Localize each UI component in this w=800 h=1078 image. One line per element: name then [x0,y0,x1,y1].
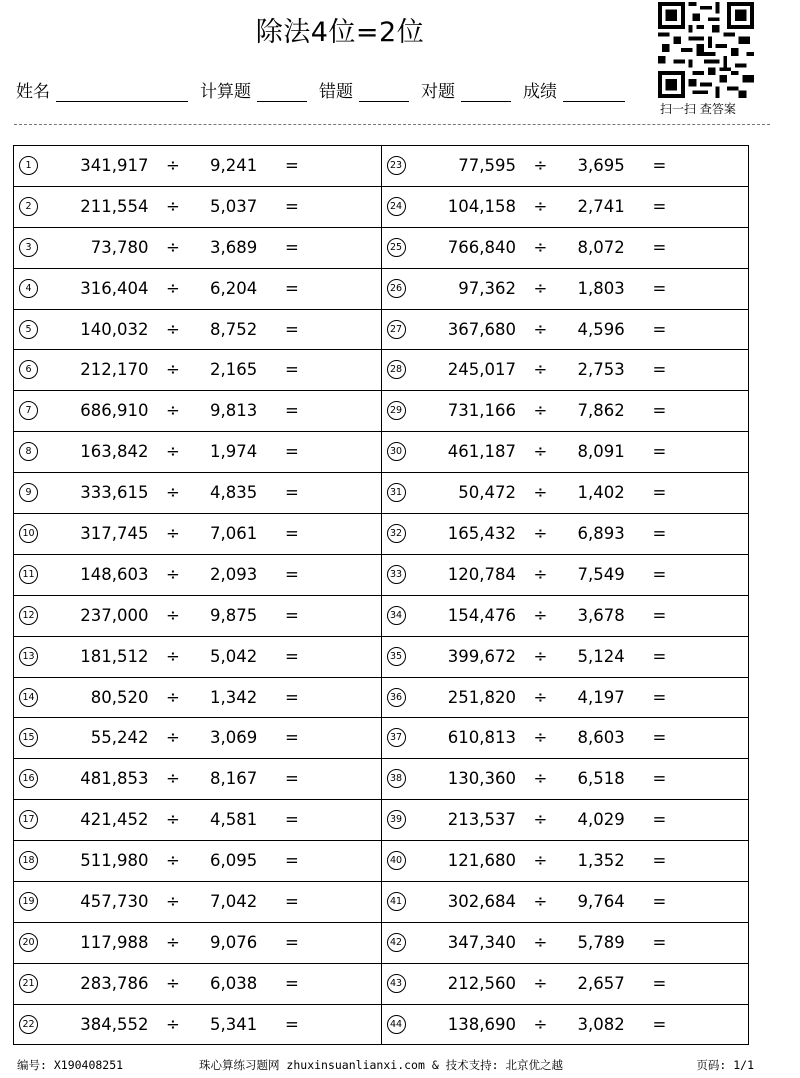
problem-row [382,596,749,637]
divide-sign: ÷ [533,728,548,748]
dividend: 117,988 [80,932,149,952]
problem-number: 22 [19,1015,38,1034]
dividend: 461,187 [447,442,516,462]
problem-row [382,391,749,432]
divisor: 3,082 [577,1014,625,1034]
equals-sign: = [652,156,667,175]
equals-sign: = [285,319,299,339]
dividend: 283,786 [80,973,149,993]
dividend: 511,980 [80,851,149,871]
equals-sign: = [652,1014,667,1034]
dividend: 213,537 [447,810,516,830]
equals-sign: = [652,524,667,544]
equals-sign: = [652,769,667,789]
divide-sign: ÷ [533,278,548,298]
divide-sign: ÷ [166,851,180,871]
dividend: 130,360 [447,769,516,789]
problem-number: 24 [387,197,406,216]
footer-site: 珠心算练习题网 zhuxinsuanlianxi.com & 技术支持: 北京优之越 [199,1058,564,1072]
equals-sign: = [652,892,667,912]
problem-number: 43 [387,974,406,993]
problem-row [382,882,749,923]
equals-sign: = [285,401,299,421]
divide-sign: ÷ [533,442,548,462]
dividend: 104,158 [447,196,516,216]
problem-number: 18 [19,851,38,870]
divide-sign: ÷ [166,932,180,952]
problem-number: 4 [19,279,38,298]
dividend: 245,017 [447,360,516,380]
divisor: 5,789 [577,932,625,952]
problem-row [382,759,749,800]
problem-row [382,473,749,514]
problem-number: 13 [19,647,38,666]
divide-sign: ÷ [166,442,180,462]
divisor: 8,752 [210,319,258,339]
count-label: 计算题 [200,82,251,102]
equals-sign: = [652,278,667,298]
problem-row [382,964,749,1005]
equals-sign: = [652,646,667,666]
divide-sign: ÷ [166,810,180,830]
divisor: 6,204 [210,278,258,298]
problem-number: 10 [19,524,38,543]
dividend: 121,680 [447,851,516,871]
problem-row [14,800,381,841]
problem-row [14,187,381,228]
count-field[interactable] [257,79,307,102]
problem-row [382,228,749,269]
equals-sign: = [285,932,299,952]
divisor: 3,069 [210,728,258,748]
equals-sign: = [285,564,299,584]
divisor: 4,835 [210,483,258,503]
divide-sign: ÷ [166,1014,180,1034]
dividend: 97,362 [458,278,516,298]
divide-sign: ÷ [166,728,180,748]
problem-number: 6 [19,360,38,379]
problem-row [14,432,381,473]
dividend: 181,512 [80,646,149,666]
divide-sign: ÷ [166,196,180,216]
name-field[interactable] [56,79,188,102]
divide-sign: ÷ [166,278,180,298]
problem-number: 16 [19,769,38,788]
equals-sign: = [652,932,667,952]
problem-number: 42 [387,933,406,952]
dividend: 341,917 [80,156,149,175]
divide-sign: ÷ [533,932,548,952]
equals-sign: = [652,237,667,257]
divisor: 3,689 [210,237,258,257]
problem-number: 37 [387,728,406,747]
divide-sign: ÷ [533,360,548,380]
problem-row [14,678,381,719]
divide-sign: ÷ [533,892,548,912]
problem-number: 21 [19,974,38,993]
equals-sign: = [285,442,299,462]
problem-number: 8 [19,442,38,461]
problem-number: 19 [19,892,38,911]
divisor: 4,596 [577,319,625,339]
problem-number: 29 [387,401,406,420]
equals-sign: = [285,1014,299,1034]
equals-sign: = [285,605,299,625]
problem-row [382,1005,749,1046]
equals-sign: = [652,728,667,748]
divisor: 1,352 [577,851,625,871]
equals-sign: = [652,442,667,462]
dashed-divider [14,124,770,125]
divisor: 7,061 [210,524,258,544]
problem-row [382,310,749,351]
divisor: 6,518 [577,769,625,789]
divide-sign: ÷ [533,156,548,175]
equals-sign: = [652,973,667,993]
problem-number: 14 [19,688,38,707]
problem-number: 9 [19,483,38,502]
problem-number: 44 [387,1015,406,1034]
divisor: 4,197 [577,687,625,707]
equals-sign: = [285,360,299,380]
divisor: 7,862 [577,401,625,421]
divide-sign: ÷ [166,360,180,380]
divisor: 4,029 [577,810,625,830]
divisor: 1,402 [577,483,625,503]
problem-row [382,514,749,555]
divisor: 8,603 [577,728,625,748]
dividend: 457,730 [80,892,149,912]
equals-sign: = [652,196,667,216]
dividend: 140,032 [80,319,149,339]
divisor: 2,741 [577,196,625,216]
problem-row [14,310,381,351]
dividend: 163,842 [80,442,149,462]
divisor: 2,657 [577,973,625,993]
divide-sign: ÷ [166,892,180,912]
problem-row [14,718,381,759]
problem-number: 1 [19,156,38,175]
divide-sign: ÷ [166,605,180,625]
equals-sign: = [652,319,667,339]
equals-sign: = [285,892,299,912]
equals-sign: = [652,687,667,707]
problem-number: 28 [387,360,406,379]
equals-sign: = [652,360,667,380]
dividend: 237,000 [80,605,149,625]
problem-row [382,555,749,596]
dividend: 347,340 [447,932,516,952]
dividend: 367,680 [447,319,516,339]
dividend: 481,853 [80,769,149,789]
equals-sign: = [285,524,299,544]
dividend: 211,554 [80,196,149,216]
divide-sign: ÷ [533,564,548,584]
problem-row [382,269,749,310]
problem-row [14,841,381,882]
divisor: 2,165 [210,360,258,380]
problem-number: 38 [387,769,406,788]
problem-row [14,391,381,432]
dividend: 165,432 [447,524,516,544]
divide-sign: ÷ [166,483,180,503]
dividend: 212,560 [447,973,516,993]
divisor: 9,241 [210,156,258,175]
problem-number: 41 [387,892,406,911]
wrong-field[interactable] [359,79,409,102]
equals-sign: = [285,973,299,993]
divide-sign: ÷ [166,401,180,421]
problem-row [14,350,381,391]
problem-row [382,187,749,228]
problem-number: 40 [387,851,406,870]
problem-row [14,473,381,514]
divisor: 2,753 [577,360,625,380]
problem-number: 20 [19,933,38,952]
dividend: 686,910 [80,401,149,421]
divisor: 9,813 [210,401,258,421]
problem-row [382,923,749,964]
divide-sign: ÷ [533,851,548,871]
divisor: 6,038 [210,973,258,993]
problem-row [14,269,381,310]
divisor: 1,342 [210,687,258,707]
problem-number: 31 [387,483,406,502]
dividend: 384,552 [80,1014,149,1034]
problem-number: 3 [19,238,38,257]
right-field[interactable] [461,79,511,102]
problem-row [382,678,749,719]
equals-sign: = [652,810,667,830]
divisor: 3,695 [577,156,625,175]
divide-sign: ÷ [533,483,548,503]
problem-number: 5 [19,320,38,339]
right-label: 对题 [421,82,455,102]
divide-sign: ÷ [166,524,180,544]
equals-sign: = [285,156,299,175]
problem-number: 12 [19,606,38,625]
divide-sign: ÷ [166,769,180,789]
problem-row [14,555,381,596]
divisor: 7,042 [210,892,258,912]
equals-sign: = [285,646,299,666]
divide-sign: ÷ [533,401,548,421]
problem-grid [13,145,749,1045]
dividend: 251,820 [447,687,516,707]
problem-number: 2 [19,197,38,216]
divisor: 6,095 [210,851,258,871]
dividend: 317,745 [80,524,149,544]
divisor: 1,803 [577,278,625,298]
dividend: 610,813 [447,728,516,748]
dividend: 120,784 [447,564,516,584]
dividend: 766,840 [447,237,516,257]
dividend: 50,472 [458,483,516,503]
footer-page: 页码: 1/1 [696,1058,754,1072]
score-label: 成绩 [523,82,557,102]
equals-sign: = [285,237,299,257]
problem-number: 33 [387,565,406,584]
divide-sign: ÷ [533,769,548,789]
divide-sign: ÷ [533,1014,548,1034]
problem-number: 23 [387,156,406,175]
equals-sign: = [285,769,299,789]
problem-number: 39 [387,810,406,829]
problem-row [14,759,381,800]
equals-sign: = [285,851,299,871]
left-column [14,146,382,1044]
problem-number: 36 [387,688,406,707]
student-info-row [16,74,637,102]
qr-code-icon [657,2,755,98]
divisor: 5,037 [210,196,258,216]
problem-row [14,923,381,964]
divisor: 1,974 [210,442,258,462]
worksheet-title: 除法4位=2位 [255,17,425,48]
dividend: 138,690 [447,1014,516,1034]
dividend: 80,520 [90,687,149,707]
divide-sign: ÷ [166,687,180,707]
divisor: 9,764 [577,892,625,912]
divisor: 8,072 [577,237,625,257]
problem-row [14,637,381,678]
equals-sign: = [285,196,299,216]
dividend: 148,603 [80,564,149,584]
problem-number: 26 [387,279,406,298]
divisor: 4,581 [210,810,258,830]
dividend: 55,242 [90,728,149,748]
problem-row [382,350,749,391]
equals-sign: = [285,687,299,707]
problem-number: 34 [387,606,406,625]
problem-row [14,146,381,187]
problem-row [382,146,749,187]
problem-row [14,964,381,1005]
problem-row [382,800,749,841]
divisor: 8,167 [210,769,258,789]
problem-row [382,432,749,473]
divide-sign: ÷ [166,564,180,584]
divisor: 5,042 [210,646,258,666]
divide-sign: ÷ [166,973,180,993]
problem-row [14,882,381,923]
divide-sign: ÷ [166,156,180,175]
divisor: 8,091 [577,442,625,462]
equals-sign: = [285,483,299,503]
name-label: 姓名 [16,82,50,102]
qr-caption: 扫一扫 查答案 [660,102,736,116]
divisor: 6,893 [577,524,625,544]
problem-number: 15 [19,728,38,747]
dividend: 77,595 [458,156,516,175]
divide-sign: ÷ [533,646,548,666]
divide-sign: ÷ [166,319,180,339]
equals-sign: = [652,605,667,625]
problem-row [14,1005,381,1046]
divisor: 3,678 [577,605,625,625]
divisor: 5,341 [210,1014,258,1034]
problem-row [382,841,749,882]
equals-sign: = [285,810,299,830]
dividend: 73,780 [90,237,149,257]
divisor: 9,875 [210,605,258,625]
divisor: 5,124 [577,646,625,666]
problem-number: 30 [387,442,406,461]
divide-sign: ÷ [533,237,548,257]
divisor: 2,093 [210,564,258,584]
dividend: 333,615 [80,483,149,503]
divide-sign: ÷ [533,524,548,544]
dividend: 212,170 [80,360,149,380]
score-field[interactable] [563,79,625,102]
equals-sign: = [652,851,667,871]
equals-sign: = [285,278,299,298]
problem-row [14,596,381,637]
footer-code: 编号: X190408251 [17,1058,124,1072]
right-column [382,146,749,1044]
dividend: 731,166 [447,401,516,421]
problem-number: 32 [387,524,406,543]
problem-number: 35 [387,647,406,666]
divisor: 9,076 [210,932,258,952]
wrong-label: 错题 [319,82,353,102]
problem-number: 7 [19,401,38,420]
dividend: 421,452 [80,810,149,830]
dividend: 316,404 [80,278,149,298]
problem-row [14,228,381,269]
equals-sign: = [652,483,667,503]
dividend: 399,672 [447,646,516,666]
problem-row [382,718,749,759]
divide-sign: ÷ [166,646,180,666]
dividend: 154,476 [447,605,516,625]
divide-sign: ÷ [533,196,548,216]
problem-row [14,514,381,555]
equals-sign: = [652,401,667,421]
divide-sign: ÷ [533,319,548,339]
divide-sign: ÷ [533,687,548,707]
problem-row [382,637,749,678]
divide-sign: ÷ [533,973,548,993]
equals-sign: = [652,564,667,584]
problem-number: 27 [387,320,406,339]
problem-number: 11 [19,565,38,584]
dividend: 302,684 [447,892,516,912]
divide-sign: ÷ [166,237,180,257]
divide-sign: ÷ [533,810,548,830]
problem-number: 17 [19,810,38,829]
problem-number: 25 [387,238,406,257]
equals-sign: = [285,728,299,748]
divisor: 7,549 [577,564,625,584]
divide-sign: ÷ [533,605,548,625]
